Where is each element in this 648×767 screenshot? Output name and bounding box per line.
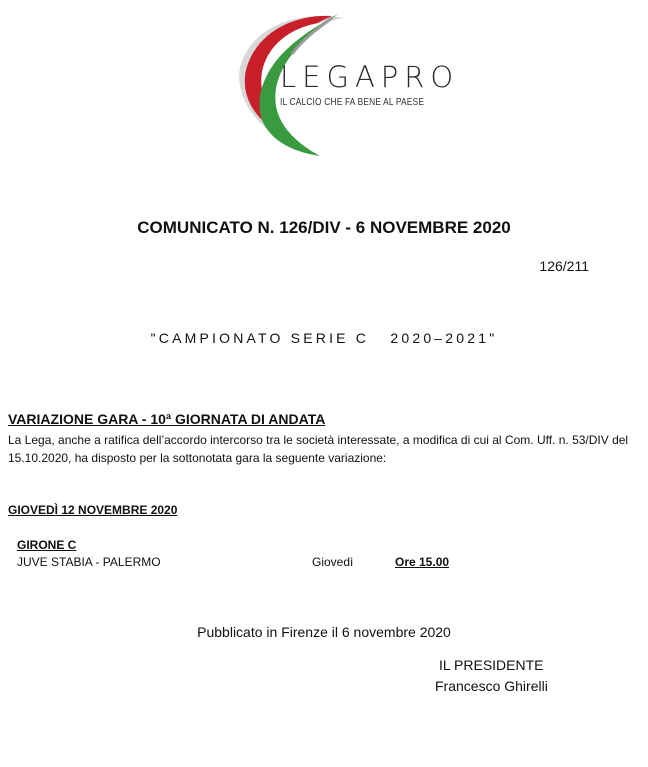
legapro-logo [232,12,460,157]
logo-tagline: IL CALCIO CHE FA BENE AL PAESE [280,96,425,108]
president-title: IL PRESIDENTE [439,657,544,673]
match-day: GIOVEDÌ 12 NOVEMBRE 2020 [8,503,178,517]
page-number: 126/211 [539,258,589,274]
championship-heading: "CAMPIONATO SERIE C 2020–2021" [150,330,498,346]
logo-wordmark: LEGAPRO [280,60,460,94]
document-title: COMUNICATO N. 126/DIV - 6 NOVEMBRE 2020 [137,218,511,237]
match-time: Ore 15.00 [395,555,450,569]
match-weekday: Giovedì [312,555,354,569]
president-name: Francesco Ghirelli [435,678,548,694]
section-body: La Lega, anche a ratifica dell’accordo intercorso tra le società interessate, a modifica di cui al Com. Uff. n. 53/DIV del 15.10.2020, ha disposto per la sottonotata gara la seguente variazione: [8,433,629,465]
group-label: GIRONE C [17,538,77,552]
match-teams: JUVE STABIA - PALERMO [17,555,161,569]
section-title: VARIAZIONE GARA - 10ª GIORNATA DI ANDATA [8,411,326,427]
publication-note: Pubblicato in Firenze il 6 novembre 2020 [197,624,451,640]
